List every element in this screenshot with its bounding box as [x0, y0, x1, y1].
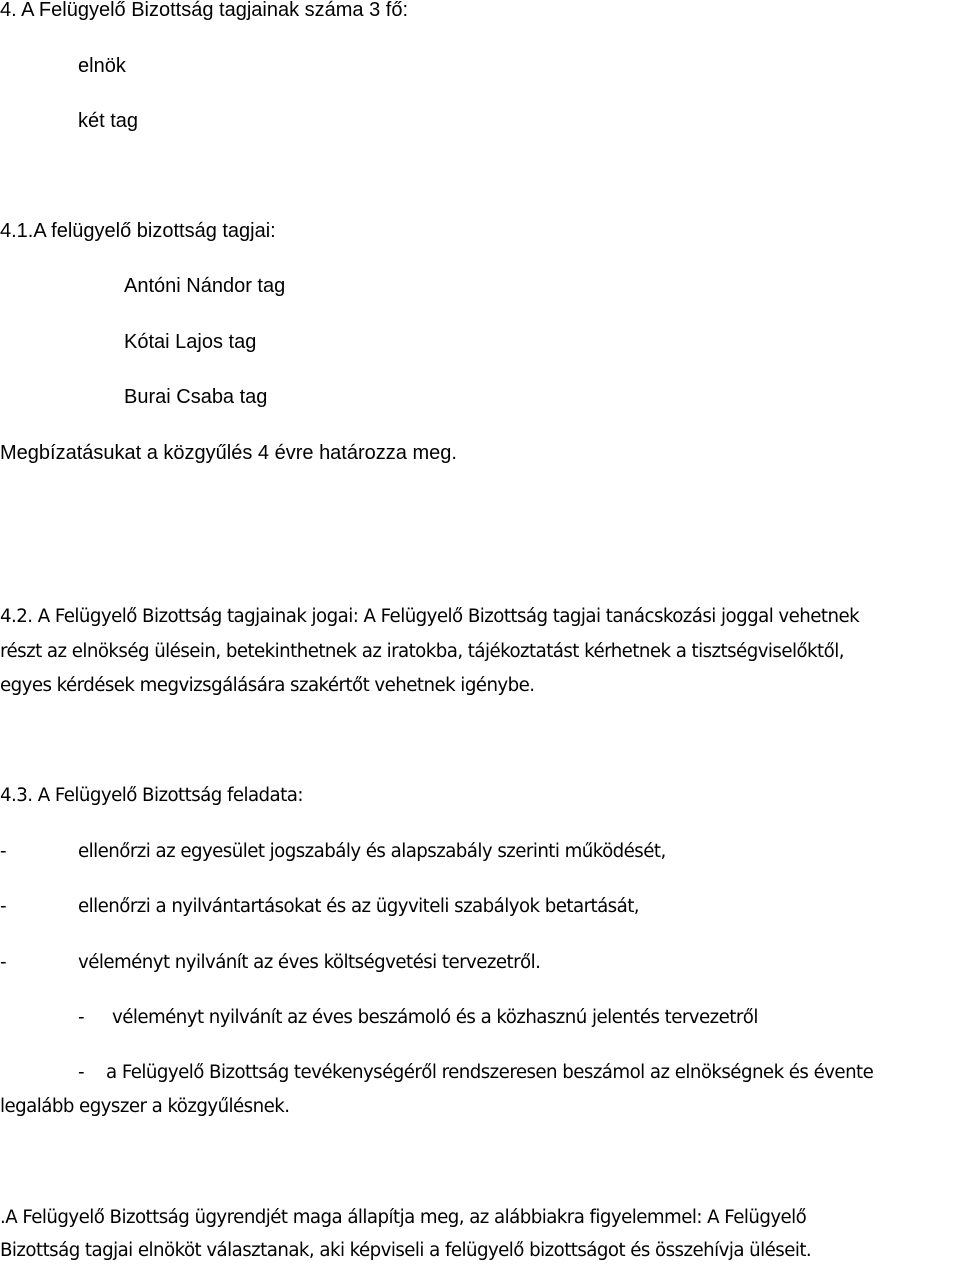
- section-4-3-heading: 4.3. A Felügyelő Bizottság feladata:: [0, 785, 303, 806]
- list-dash: -: [0, 841, 7, 862]
- mandate-text: Megbízatásukat a közgyűlés 4 évre határozza meg.: [0, 442, 457, 464]
- duty-item-continuation: legalább egyszer a közgyűlésnek.: [0, 1096, 290, 1117]
- list-dash: -: [0, 952, 7, 973]
- duty-item: a Felügyelő Bizottság tevékenységéről rendszeresen beszámol az elnökségnek és évente: [106, 1062, 874, 1083]
- rules-line: .A Felügyelő Bizottság ügyrendjét maga állapítja meg, az alábbiakra figyelemmel: A Felügyelő: [0, 1207, 807, 1228]
- section-4-2-line: részt az elnökség ülésein, betekinthetnek az iratokba, tájékoztatást kérhetnek a tisztségviselőktől,: [0, 641, 844, 662]
- list-dash: -: [0, 896, 7, 917]
- duty-item: véleményt nyilvánít az éves beszámoló és a közhasznú jelentés tervezetről: [112, 1007, 758, 1028]
- section-4-2-line: egyes kérdések megvizsgálására szakértőt vehetnek igénybe.: [0, 675, 535, 696]
- duty-item: ellenőrzi az egyesület jogszabály és alapszabály szerinti működését,: [78, 841, 666, 862]
- list-dash: -: [78, 1007, 85, 1028]
- member-item: Burai Csaba tag: [124, 386, 268, 408]
- member-item: Antóni Nándor tag: [124, 275, 286, 297]
- list-dash: -: [78, 1062, 85, 1083]
- rules-line: Bizottság tagjai elnököt választanak, aki képviseli a felügyelő bizottságot és összehívja üléseit.: [0, 1240, 812, 1261]
- duty-item: véleményt nyilvánít az éves költségvetési tervezetről.: [78, 952, 541, 973]
- role-item: elnök: [78, 55, 126, 77]
- section-4-1-heading: 4.1.A felügyelő bizottság tagjai:: [0, 220, 276, 242]
- role-item: két tag: [78, 110, 139, 132]
- member-item: Kótai Lajos tag: [124, 331, 257, 353]
- section-4-2-line: 4.2. A Felügyelő Bizottság tagjainak jogai: A Felügyelő Bizottság tagjai tanácskozási joggal vehetnek: [0, 606, 860, 627]
- duty-item: ellenőrzi a nyilvántartásokat és az ügyviteli szabályok betartását,: [78, 896, 640, 917]
- section-4-heading: 4. A Felügyelő Bizottság tagjainak száma 3 fő:: [0, 0, 409, 21]
